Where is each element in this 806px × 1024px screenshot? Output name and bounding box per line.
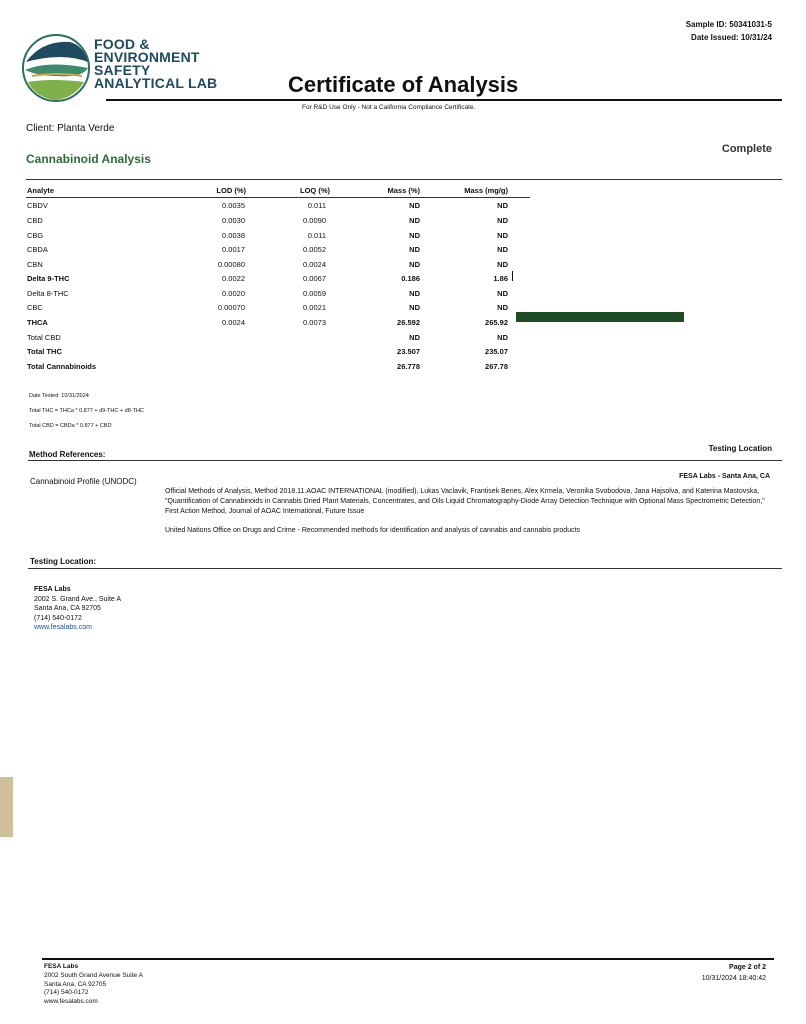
analyte-cell: THCA [27,318,48,327]
page-number: Page 2 of 2 [729,964,766,971]
footer-phone: (714) 540-0172 [44,989,89,997]
analyte-cell: CBC [27,303,43,312]
date-tested: Date Tested: 10/31/2024 [29,393,89,399]
status-badge: Complete [721,143,772,155]
marker-line [512,271,513,281]
page-title: Certificate of Analysis [288,72,519,97]
loq-cell: 0.0090 [303,216,326,225]
loq-cell: 0.0059 [303,289,326,298]
footer-street: 2002 South Grand Avenue Suite A [44,971,143,979]
header-divider [106,99,782,101]
section-title: Cannabinoid Analysis [26,152,151,166]
loq-cell: 0.0073 [303,318,326,327]
loq-cell: 0.0024 [303,260,326,269]
table-row [0,333,806,348]
testing-location-label: Testing Location [708,444,772,453]
mass-mg-cell: ND [497,289,508,298]
date-issued-label: Date Issued: [691,33,739,42]
mass-pct-cell: ND [409,289,420,298]
total-cbd-formula: Total CBD = CBDa * 0.877 + CBD [29,423,112,429]
mass-mg-cell: ND [497,303,508,312]
footer-page-info [702,962,766,984]
analyte-cell: CBDA [27,245,48,254]
table-header [0,186,806,201]
table-row [0,303,806,318]
mass-pct-cell: ND [409,333,420,342]
table-row [0,347,806,362]
analyte-cell: Total CBD [27,333,61,342]
tape-strip [0,777,13,837]
table-row [0,274,806,289]
testing-location-header: Testing Location: [30,557,97,566]
method-lab: FESA Labs - Santa Ana, CA [679,473,770,480]
lod-cell: 0.0020 [222,289,245,298]
mass-mg-cell: ND [497,245,508,254]
mass-mg-cell: 235.07 [485,347,508,356]
loq-cell: 0.0052 [303,245,326,254]
loq-cell: 0.011 [307,201,326,210]
testing-location-address [34,585,121,633]
mass-pct-cell: 0.186 [401,274,420,283]
mass-pct-cell: ND [409,303,420,312]
table-header-rule [26,197,530,198]
method-name: Cannabinoid Profile (UNODC) [30,477,137,486]
mass-mg-cell: ND [497,231,508,240]
analyte-cell: Total THC [27,347,62,356]
total-thc-formula: Total THC = THCa * 0.877 + d9-THC + d8-THC [29,408,144,414]
lod-cell: 0.0030 [222,216,245,225]
mass-mg-cell: ND [497,201,508,210]
client-name: Client: Planta Verde [26,123,115,134]
lab-website-link[interactable]: www.fesalabs.com [34,624,92,631]
col-analyte: Analyte [27,186,55,195]
table-row [0,362,806,377]
footer-rule [42,958,774,960]
loq-cell: 0.0067 [303,274,326,283]
mass-pct-cell: ND [409,231,420,240]
col-mass-mg: Mass (mg/g) [464,186,508,195]
lod-cell: 0.0022 [222,274,245,283]
table-row [0,260,806,275]
method-references-header: Method References: [29,450,106,459]
lod-cell: 0.0035 [222,201,245,210]
lod-cell: 0.00080 [217,260,245,269]
footer-timestamp: 10/31/2024 18:40:42 [701,975,766,982]
lod-cell: 0.00070 [217,303,245,312]
mass-mg-cell: 265.92 [485,318,508,327]
lab-street: 2002 S. Grand Ave., Suite A [34,595,122,603]
footer-address [44,963,143,1007]
analyte-cell: Delta 9-THC [27,274,70,283]
lab-city: Santa Ana, CA 92705 [34,605,101,612]
loq-cell: 0.011 [307,231,326,240]
footer-city: Santa Ana, CA 92705 [44,980,107,988]
method-reference-2: United Nations Office on Drugs and Crime - Recommended methods for identification and analysis of cannabis and cannabis products [165,527,581,534]
table-row [0,216,806,231]
table-row [0,289,806,304]
analyte-cell: CBG [27,231,44,240]
sample-id: 50341031-5 [729,20,772,29]
mass-pct-cell: ND [409,216,420,225]
fesa-logo-icon [22,32,90,104]
mass-mg-cell: ND [497,333,508,342]
mass-pct-cell: ND [409,260,420,269]
analyte-cell: Total Cannabinoids [27,362,97,371]
footer-website-link[interactable]: www.fesalabs.com [44,998,98,1006]
date-issued: 10/31/24 [740,33,772,42]
mass-mg-cell: 267.78 [485,362,508,371]
footer-lab-name: FESA Labs [44,963,79,970]
mass-pct-cell: ND [409,201,420,210]
method-reference-1: Official Methods of Analysis, Method 2018.11.AOAC INTERNATIONAL (modified), Lukas Vaclavik, Frantisek Benes, Alex Krmela, Veronika Svobodova, Jana Hajsolva, and Katerina Mastovska, "Quantification of Cannabinoids in Cannabis Dried Plant Materials, Concentrates, and Oils Liquid Chromatography-Diode Array Detection Technique with Optional Mass Spectrometric Detection," First Action Method, Journal of AOAC International, Future Issue [165,488,765,515]
table-top-rule [26,179,782,180]
loq-cell: 0.0021 [303,303,326,312]
mass-pct-cell: ND [409,245,420,254]
methods-rule [28,460,782,461]
table-row [0,231,806,246]
lab-phone: (714) 540-0172 [34,614,82,622]
col-loq: LOQ (%) [300,186,330,195]
lab-name: FESA Labs [34,586,71,593]
sample-info [686,18,772,44]
table-row [0,245,806,260]
lod-cell: 0.0038 [222,231,245,240]
analyte-cell: CBN [27,260,43,269]
analyte-cell: CBDV [27,201,48,210]
testing-location-rule [28,568,782,569]
mass-mg-cell: 1.86 [493,274,508,283]
table-row [0,318,806,333]
mass-pct-cell: 26.592 [397,318,420,327]
sample-id-label: Sample ID: [685,20,728,29]
col-mass-pct: Mass (%) [387,186,420,195]
mass-pct-cell: 23.507 [397,347,420,356]
mass-pct-cell: 26.778 [397,362,420,371]
lod-cell: 0.0017 [222,245,245,254]
mass-mg-cell: ND [497,216,508,225]
page-subtitle: For R&D Use Only - Not a California Compliance Certificate. [302,104,476,111]
table-row [0,201,806,216]
analyte-cell: CBD [27,216,43,225]
mass-mg-cell: ND [497,260,508,269]
logo-wordmark: FOOD & ENVIRONMENT SAFETY ANALYTICAL LAB [94,36,218,91]
analyte-cell: Delta 8-THC [27,289,69,298]
highlight-bar [516,312,684,322]
lod-cell: 0.0024 [222,318,245,327]
col-lod: LOD (%) [216,186,246,195]
